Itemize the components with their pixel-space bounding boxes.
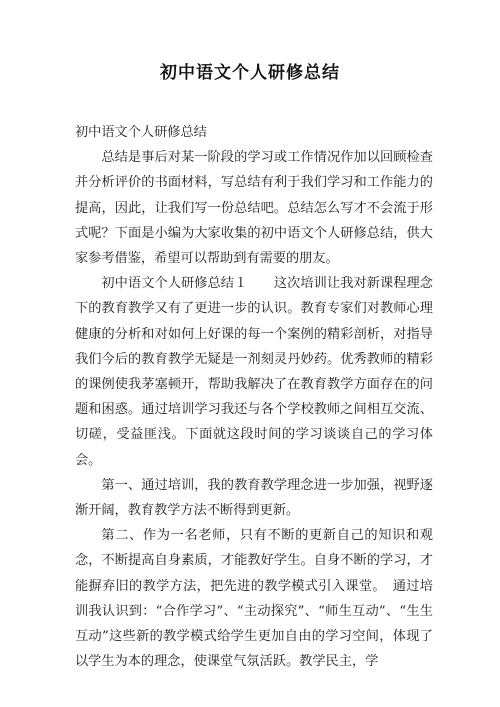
body-subtitle: 初中语文个人研修总结 bbox=[75, 125, 207, 140]
document-title: 初中语文个人研修总结 bbox=[160, 63, 340, 83]
paragraph-point-2: 第二、作为一名老师，只有不断的更新自己的知识和观念，不断提高自身素质，才能教好学生。自身不断的学习，才能摒弃旧的教学方法，把先进的教学模式引入课堂。 通过培训我认识到：“合作学习”、“主动探究”、“师生互动”、“生生互动”这些新的教学模式给学生更加自由的学习空间，体现了以学生为本的理念，使课堂气氛活跃。教学民主，学 bbox=[75, 528, 433, 670]
paragraph-point-1: 第一、通过培训，我的教育教学理念进一步加强，视野逐渐开阔，教育教学方法不断得到更新。 bbox=[75, 477, 433, 519]
paragraph-intro: 总结是事后对某一阶段的学习或工作情况作加以回顾检查并分析评价的书面材料，写总结有利于我们学习和工作能力的提高，因此，让我们写一份总结吧。总结怎么写才不会流于形式呢？下面是小编为大家收集的初中语文个人研修总结，供大家参考借鉴，希望可以帮助到有需要的朋友。 bbox=[75, 150, 433, 267]
document-body bbox=[75, 120, 433, 674]
paragraph-summary-1: 初中语文个人研修总结１ 这次培训让我对新课程理念下的教育教学又有了更进一步的认识。教育专家们对教师心理健康的分析和对如何上好课的每一个案例的精彩剖析，对指导我们今后的教育教学无疑是一剂刻灵丹妙药。优秀教师的精彩的课例使我茅塞顿开，帮助我解决了在教育教学方面存在的问题和困惑。通过培训学习我还与各个学校教师之间相互交流、切磋，受益匪浅。下面就这段时间的学习谈谈自己的学习体会。 bbox=[75, 276, 433, 468]
